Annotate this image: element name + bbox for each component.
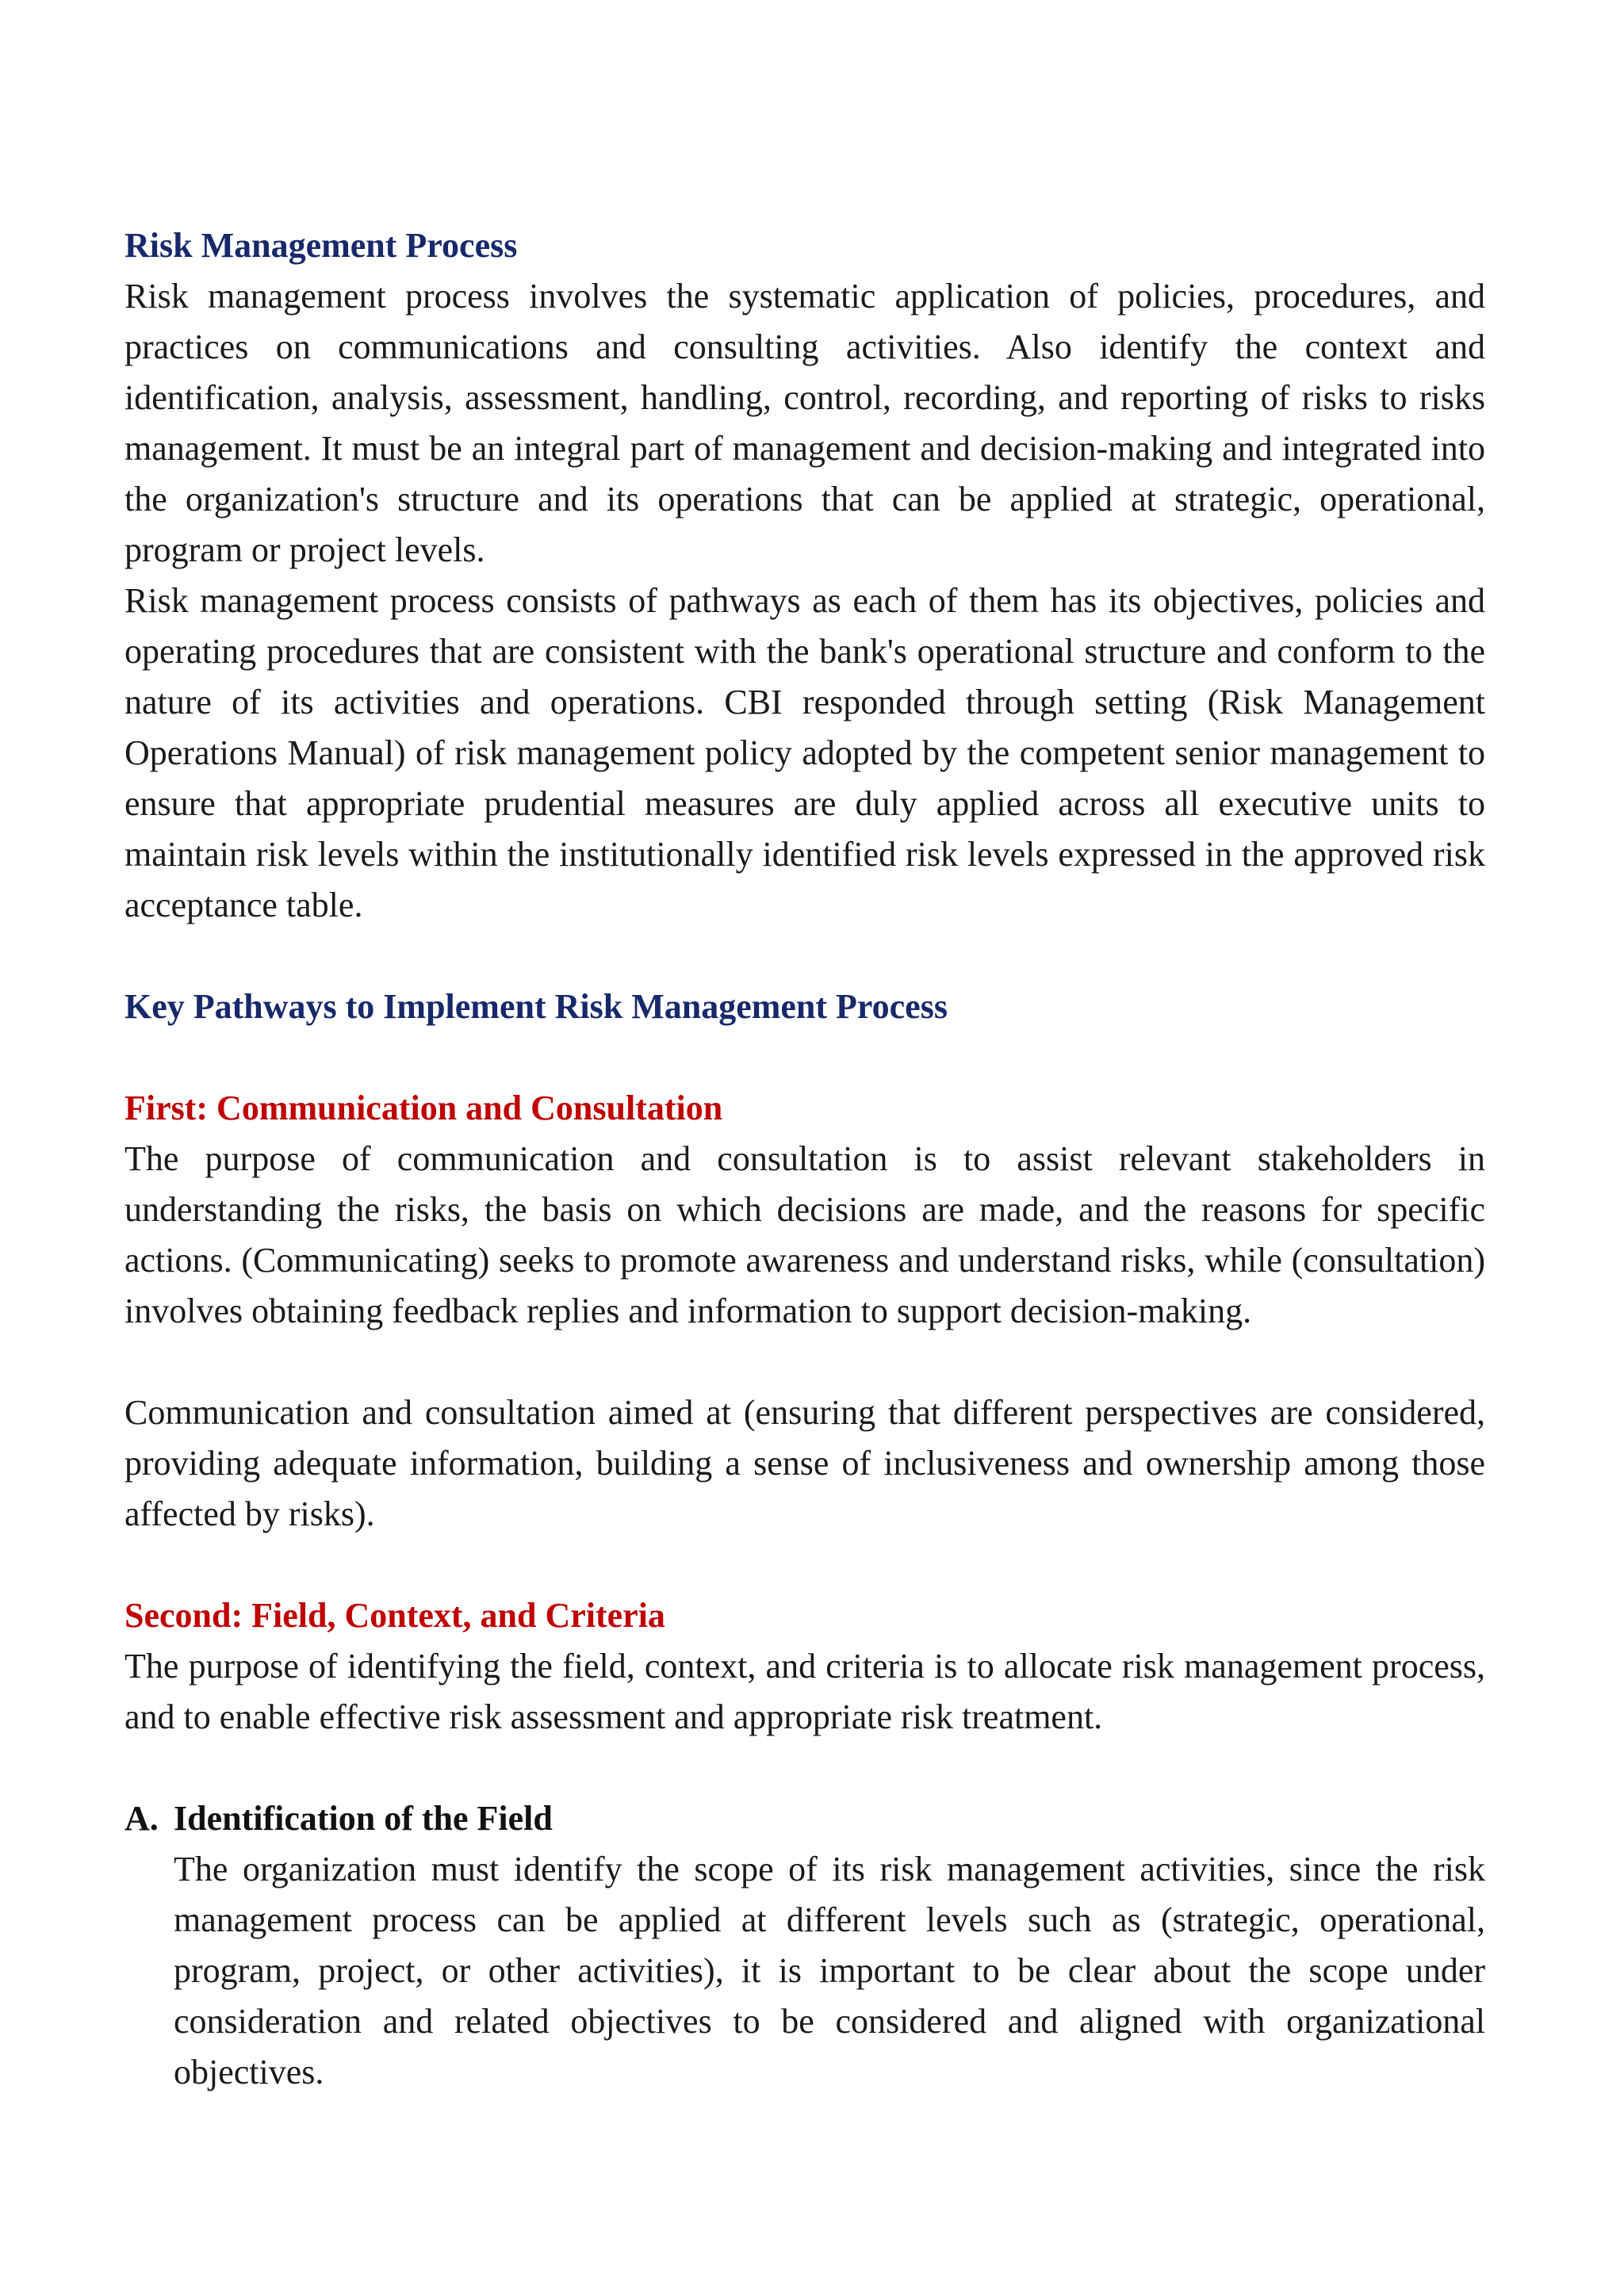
indented-block [124, 1844, 1485, 2098]
heading-risk-management-process: Risk Management Process [124, 226, 518, 265]
heading-key-pathways: Key Pathways to Implement Risk Management Process [124, 987, 948, 1026]
subheading-label: Identification of the Field [174, 1799, 553, 1838]
list-marker: A. [124, 1799, 159, 1838]
paragraph-rmp-intro: Risk management process involves the systematic application of policies, procedures, and practices on communications and consulting activities. Also identify the context and identification, analysis, assessment, handling, control, recording, and reporting of risks to risks management. It must be an integral part of management and decision-making and integrated into the organization's structure and its operations that can be applied at strategic, operational, program or project levels. [124, 277, 1485, 569]
paragraph-communication-purpose: The purpose of communication and consultation is to assist relevant stakeholders in understanding the risks, the basis on which decisions are made, and the reasons for specific actions. (Communicating) seeks to promote awareness and understand risks, while (consultation) involves obtaining feedback replies and information to support decision-making. [124, 1139, 1485, 1330]
spacer [124, 1337, 1485, 1387]
paragraph-communication-aims: Communication and consultation aimed at (ensuring that different perspectives are considered, providing adequate information, building a sense of inclusiveness and ownership among those affected by risks). [124, 1393, 1485, 1533]
paragraph-field-identification: The organization must identify the scope of its risk management activities, since the risk management process can be applied at different levels such as (strategic, operational, program, project, or other activities), it is important to be clear about the scope under consideration and related objectives to be considered and aligned with organizational objectives. [174, 1850, 1485, 2091]
subheading-identification-of-field [124, 1793, 1485, 1844]
spacer [124, 1743, 1485, 1793]
spacer [124, 931, 1485, 982]
spacer [124, 1032, 1485, 1083]
spacer [124, 1540, 1485, 1590]
heading-second-field-context: Second: Field, Context, and Criteria [124, 1596, 665, 1635]
heading-first-communication: First: Communication and Consultation [124, 1089, 723, 1127]
paragraph-rmp-pathways: Risk management process consists of pathways as each of them has its objectives, policies and operating procedures that are consistent with the bank's operational structure and conform to the nature of its activities and operations. CBI responded through setting (Risk Management Operations Manual) of risk management policy adopted by the competent senior management to ensure that appropriate prudential measures are duly applied across all executive units to maintain risk levels within the institutionally identified risk levels expressed in the approved risk acceptance table. [124, 581, 1485, 924]
document-page [124, 220, 1485, 2098]
paragraph-field-context-purpose: The purpose of identifying the field, context, and criteria is to allocate risk management process, and to enable effective risk assessment and appropriate risk treatment. [124, 1647, 1485, 1736]
